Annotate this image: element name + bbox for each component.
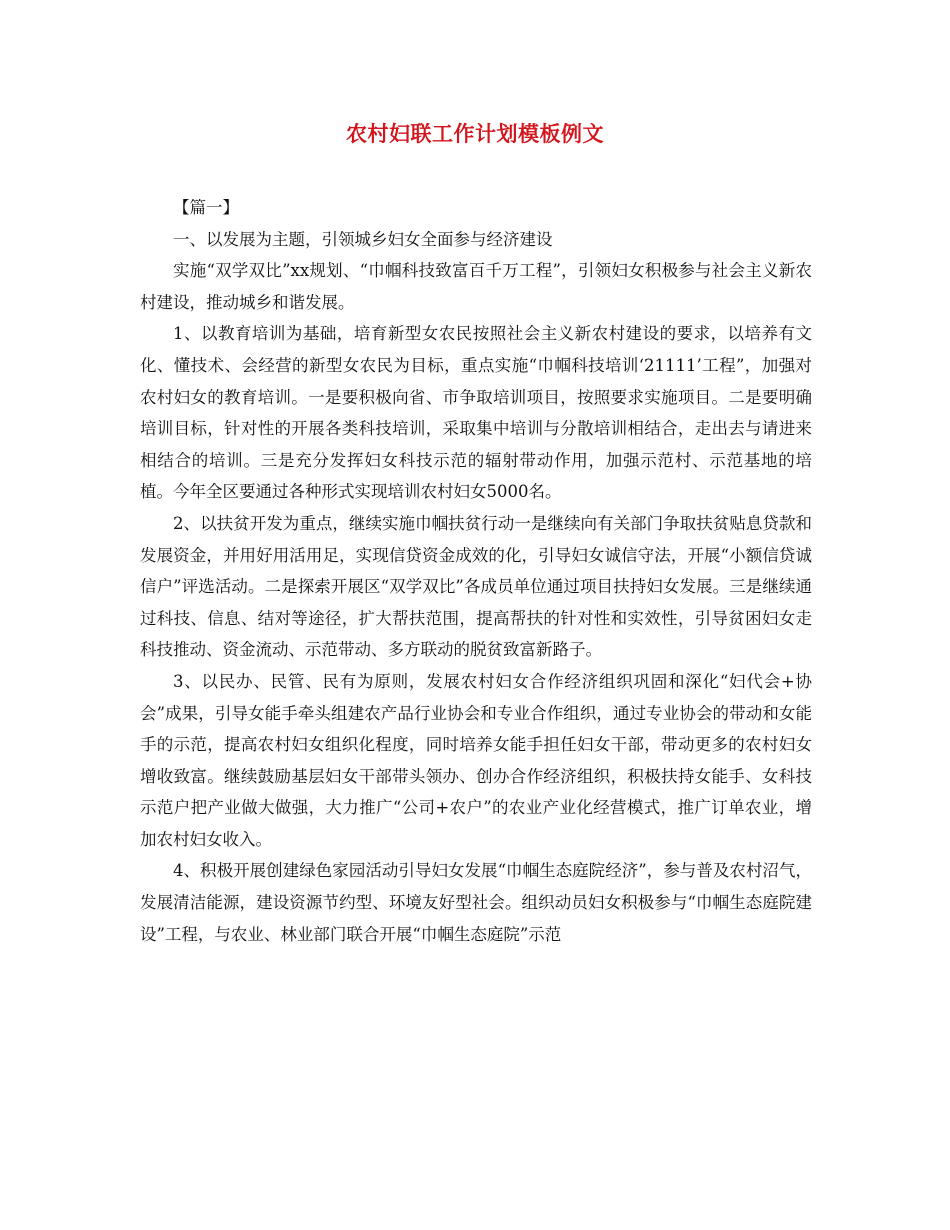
paragraph-item-3: 3、以民办、民管、民有为原则，发展农村妇女合作经济组织巩固和深化“妇代会+协会”成果，引导女能手牵头组建农产品行业协会和专业合作组织，通过专业协会的带动和女能手的示范，提高农村妇女组织化程度，同时培养女能手担任妇女干部，带动更多的农村妇女增收致富。继续鼓励基层妇女干部带头领办、创办合作经济组织，积极扶持女能手、女科技示范户把产业做大做强，大力推广“公司+农户”的农业产业化经营模式，推广订单农业，增加农村妇女收入。 bbox=[140, 671, 812, 849]
document-title: 农村妇联工作计划模板例文 bbox=[346, 121, 604, 146]
heading-one: 一、以发展为主题，引领城乡妇女全面参与经济建设 bbox=[173, 229, 553, 249]
paragraph-item-1: 1、以教育培训为基础，培育新型女农民按照社会主义新农村建设的要求，以培养有文化、懂技术、会经营的新型女农民为目标，重点实施“巾帼科技培训‘21111’工程”，加强对农村妇女的教育培训。一是要积极向省、市争取培训项目，按照要求实施项目。二是要明确培训目标，针对性的开展各类科技培训，采取集中培训与分散培训相结合，走出去与请进来相结合的培训。三是充分发挥妇女科技示范的辐射带动作用，加强示范村、示范基地的培植。今年全区要通过各种形式实现培训农村妇女5000名。 bbox=[140, 324, 812, 502]
paragraph-intro: 实施“双学双比”xx规划、“巾帼科技致富百千万工程”，引领妇女积极参与社会主义新农村建设，推动城乡和谐发展。 bbox=[140, 261, 812, 312]
document-body bbox=[140, 192, 812, 950]
section-heading: 【篇一】 bbox=[173, 198, 239, 217]
paragraph-item-4: 4、积极开展创建绿色家园活动引导妇女发展“巾帼生态庭院经济”，参与普及农村沼气，发展清洁能源，建设资源节约型、环境友好型社会。组织动员妇女积极参与“巾帼生态庭院建设”工程，与农业、林业部门联合开展“巾帼生态庭院”示范 bbox=[140, 861, 812, 944]
paragraph-item-2: 2、以扶贫开发为重点，继续实施巾帼扶贫行动一是继续向有关部门争取扶贫贴息贷款和发展资金，并用好用活用足，实现信贷资金成效的化，引导妇女诚信守法，开展“小额信贷诚信户”评选活动。二是探索开展区“双学双比”各成员单位通过项目扶持妇女发展。三是继续通过科技、信息、结对等途径，扩大帮扶范围，提高帮扶的针对性和实效性，引导贫困妇女走科技推动、资金流动、示范带动、多方联动的脱贫致富新路子。 bbox=[140, 513, 812, 660]
